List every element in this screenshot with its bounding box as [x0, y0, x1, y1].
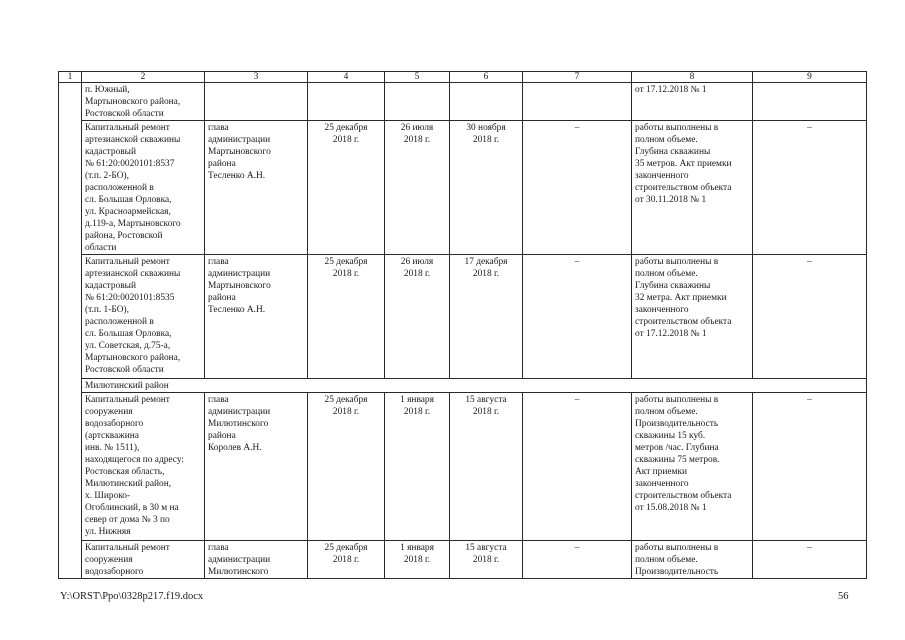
col9-cell: – [753, 255, 867, 379]
page-number: 56 [838, 591, 849, 602]
result-cell: работы выполнены в полном объеме. Глубина скважины 32 метра. Акт приемки законченного строительством объекта от 17.12.2018 № 1 [632, 255, 753, 379]
object-cell: Капитальный ремонт артезианской скважины кадастровый № 61:20:0020101:8535 (т.п. 1-БО), расположенной в сл. Большая Орловка, ул. Советская, д.75-а, Мартыновского района, Ростовской области [82, 255, 205, 379]
date-cell [308, 83, 385, 121]
section-heading: Милютинский район [82, 379, 867, 393]
col9-cell: – [753, 121, 867, 255]
col7-cell: – [523, 121, 632, 255]
footer-file-path: Y:\ORST\Ppo\0328p217.f19.docx [60, 591, 204, 602]
responsible-cell: глава администрации Мартыновского района Тесленко А.Н. [205, 255, 308, 379]
start-date-cell: 1 января 2018 г. [385, 541, 450, 579]
date-cell: 25 декабря 2018 г. [308, 393, 385, 541]
header-cell-3: 3 [205, 72, 308, 83]
header-cell-1: 1 [59, 72, 82, 83]
empty-index-cell [59, 83, 82, 579]
result-cell: работы выполнены в полном объеме. Глубина скважины 35 метров. Акт приемки законченного строительством объекта от 30.11.2018 № 1 [632, 121, 753, 255]
end-date-cell: 15 августа 2018 г. [450, 541, 523, 579]
header-row [59, 72, 867, 83]
end-date-cell: 15 августа 2018 г. [450, 393, 523, 541]
table-row [59, 121, 867, 255]
responsible-cell [205, 83, 308, 121]
object-cell: Капитальный ремонт сооружения водозаборного [82, 541, 205, 579]
col7-cell: – [523, 541, 632, 579]
col9-cell: – [753, 393, 867, 541]
object-cell: п. Южный, Мартыновского района, Ростовской области [82, 83, 205, 121]
col7-cell: – [523, 255, 632, 379]
result-cell: работы выполнены в полном объеме. Производительность [632, 541, 753, 579]
table-row [59, 83, 867, 121]
result-cell: работы выполнены в полном объеме. Производительность скважины 15 куб. метров /час. Глубина скважины 75 метров. Акт приемки законченного строительством объекта от 15.08.2018 № 1 [632, 393, 753, 541]
header-cell-4: 4 [308, 72, 385, 83]
header-cell-6: 6 [450, 72, 523, 83]
date-cell: 25 декабря 2018 г. [308, 121, 385, 255]
end-date-cell: 17 декабря 2018 г. [450, 255, 523, 379]
col9-cell: – [753, 541, 867, 579]
col7-cell: – [523, 393, 632, 541]
responsible-cell: глава администрации Милютинского [205, 541, 308, 579]
table-row [59, 255, 867, 379]
section-row [59, 379, 867, 393]
end-date-cell [450, 83, 523, 121]
date-cell: 25 декабря 2018 г. [308, 541, 385, 579]
end-date-cell: 30 ноября 2018 г. [450, 121, 523, 255]
data-table [58, 71, 867, 579]
responsible-cell: глава администрации Мартыновского района Тесленко А.Н. [205, 121, 308, 255]
table-row [59, 541, 867, 579]
header-cell-5: 5 [385, 72, 450, 83]
object-cell: Капитальный ремонт сооружения водозаборного (артскважина инв. № 1511), находящегося по адресу: Ростовская область, Милютинский район, х. Широко- Огоблинский, в 30 м на север от дома № 3 по ул. Нижняя [82, 393, 205, 541]
start-date-cell: 26 июля 2018 г. [385, 121, 450, 255]
col7-cell [523, 83, 632, 121]
header-cell-9: 9 [753, 72, 867, 83]
col9-cell [753, 83, 867, 121]
object-cell: Капитальный ремонт артезианской скважины кадастровый № 61:20:0020101:8537 (т.п. 2-БО), расположенной в сл. Большая Орловка, ул. Красноармейская, д.119-а, Мартыновского района, Ростовской области [82, 121, 205, 255]
start-date-cell [385, 83, 450, 121]
result-cell: от 17.12.2018 № 1 [632, 83, 753, 121]
header-cell-7: 7 [523, 72, 632, 83]
date-cell: 25 декабря 2018 г. [308, 255, 385, 379]
start-date-cell: 26 июля 2018 г. [385, 255, 450, 379]
table-row [59, 393, 867, 541]
start-date-cell: 1 января 2018 г. [385, 393, 450, 541]
header-cell-2: 2 [82, 72, 205, 83]
header-cell-8: 8 [632, 72, 753, 83]
responsible-cell: глава администрации Милютинского района Королев А.Н. [205, 393, 308, 541]
